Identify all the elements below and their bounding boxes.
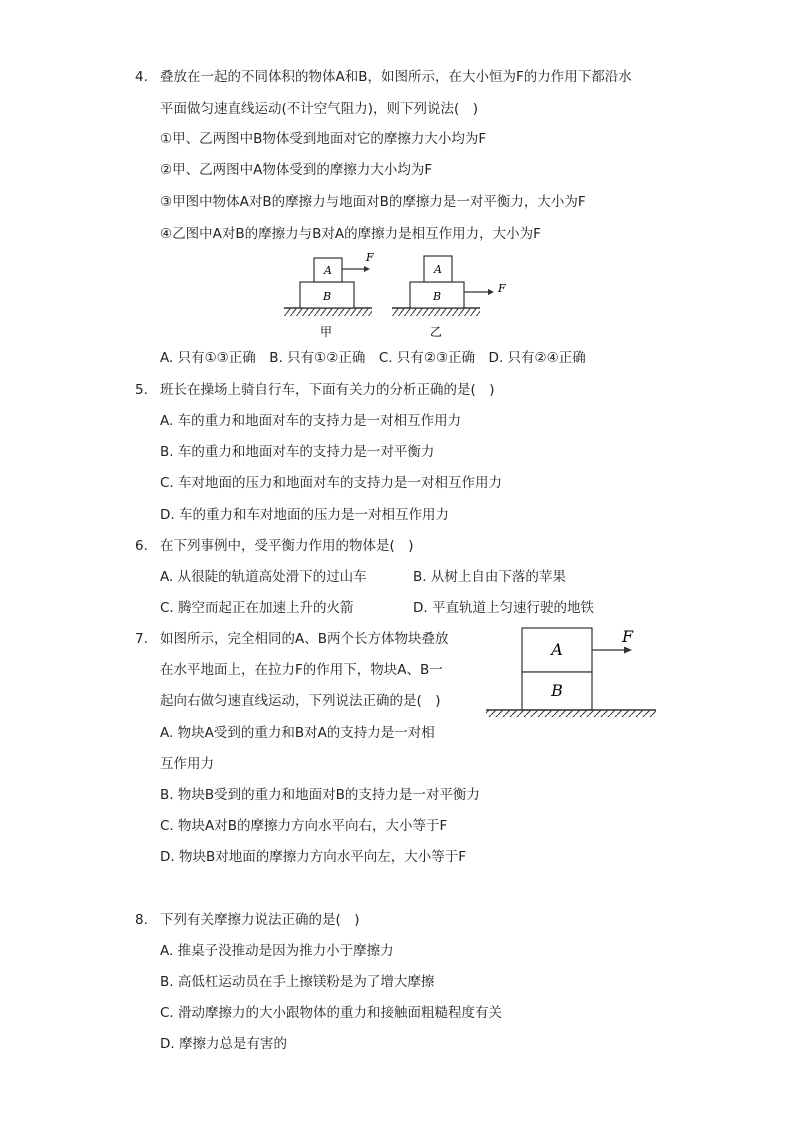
- question-7-option-d: D. 物块B对地面的摩擦力方向水平向左，大小等于F: [160, 849, 467, 865]
- ground-hatch: [284, 308, 372, 316]
- question-5-option-d: D. 车的重力和车对地面的压力是一对相互作用力: [160, 507, 449, 523]
- question-5-number: 5.: [135, 382, 148, 398]
- arrow-head-icon: [488, 289, 494, 295]
- question-6-option-c: C. 腾空而起正在加速上升的火箭: [160, 600, 354, 616]
- caption-jia: 甲: [319, 325, 333, 339]
- question-4-statement-4: ④乙图中A对B的摩擦力与B对A的摩擦力是相互作用力，大小为F: [160, 226, 541, 242]
- label-f: F: [366, 251, 374, 264]
- label-a: A: [434, 263, 442, 276]
- arrow-head-icon: [624, 647, 632, 654]
- question-7-stem-line3: 起向右做匀速直线运动，下列说法正确的是( ): [160, 693, 441, 709]
- question-7-stem-line1: 如图所示，完全相同的A、B两个长方体物块叠放: [160, 631, 449, 647]
- question-7-option-a-line2: 互作用力: [160, 756, 214, 772]
- figure-yi: [392, 256, 506, 316]
- question-6-option-d: D. 平直轨道上匀速行驶的地铁: [413, 600, 594, 616]
- question-6-option-a: A. 从很陡的轨道高处滑下的过山车: [160, 569, 367, 585]
- question-5-option-b: B. 车的重力和地面对车的支持力是一对平衡力: [160, 444, 435, 460]
- caption-yi: 乙: [429, 325, 443, 339]
- question-4-statement-3: ③甲图中物体A对B的摩擦力与地面对B的摩擦力是一对平衡力，大小为F: [160, 194, 586, 210]
- question-8-option-d: D. 摩擦力总是有害的: [160, 1036, 287, 1052]
- question-7-option-c: C. 物块A对B的摩擦力方向水平向右，大小等于F: [160, 818, 448, 834]
- question-6-number: 6.: [135, 538, 148, 554]
- label-f: F: [622, 627, 634, 646]
- question-8-number: 8.: [135, 912, 148, 928]
- question-7-figure: [484, 624, 660, 720]
- label-b: B: [551, 681, 563, 700]
- question-5-option-a: A. 车的重力和地面对车的支持力是一对相互作用力: [160, 413, 462, 429]
- question-4-figure: [280, 250, 520, 342]
- question-8-option-b: B. 高低杠运动员在手上擦镁粉是为了增大摩擦: [160, 974, 435, 990]
- question-4-statement-2: ②甲、乙两图中A物体受到的摩擦力大小均为F: [160, 162, 433, 178]
- question-7-number: 7.: [135, 631, 148, 647]
- ground-hatch: [392, 308, 480, 316]
- question-4-stem-line1: 叠放在一起的不同体积的物体A和B，如图所示，在大小恒为F的力作用下都沿水: [160, 69, 632, 85]
- question-4-options: A. 只有①③正确 B. 只有①②正确 C. 只有②③正确 D. 只有②④正确: [160, 350, 586, 366]
- question-5-stem: 班长在操场上骑自行车，下面有关力的分析正确的是( ): [160, 382, 495, 398]
- label-f: F: [498, 282, 506, 295]
- question-5-option-c: C. 车对地面的压力和地面对车的支持力是一对相互作用力: [160, 475, 503, 491]
- question-4-statement-1: ①甲、乙两图中B物体受到地面对它的摩擦力大小均为F: [160, 131, 487, 147]
- question-7-stem-line2: 在水平地面上，在拉力F的作用下，物块A、B一: [160, 662, 443, 678]
- question-4-stem-line2: 平面做匀速直线运动(不计空气阻力)，则下列说法( ): [160, 101, 479, 117]
- arrow-head-icon: [364, 266, 370, 272]
- label-a: A: [324, 264, 332, 277]
- figure-jia: [284, 251, 374, 316]
- label-a: A: [551, 640, 563, 659]
- question-8-option-a: A. 推桌子没推动是因为推力小于摩擦力: [160, 943, 394, 959]
- label-b: B: [432, 290, 442, 303]
- ground-hatch: [486, 710, 656, 717]
- question-6-stem: 在下列事例中，受平衡力作用的物体是( ): [160, 538, 414, 554]
- question-8-option-c: C. 滑动摩擦力的大小跟物体的重力和接触面粗糙程度有关: [160, 1005, 503, 1021]
- label-b: B: [322, 290, 332, 303]
- question-7-option-a-line1: A. 物块A受到的重力和B对A的支持力是一对相: [160, 725, 435, 741]
- question-4-number: 4.: [135, 69, 148, 85]
- question-6-option-b: B. 从树上自由下落的苹果: [413, 569, 566, 585]
- question-7-option-b: B. 物块B受到的重力和地面对B的支持力是一对平衡力: [160, 787, 480, 803]
- question-8-stem: 下列有关摩擦力说法正确的是( ): [160, 912, 360, 928]
